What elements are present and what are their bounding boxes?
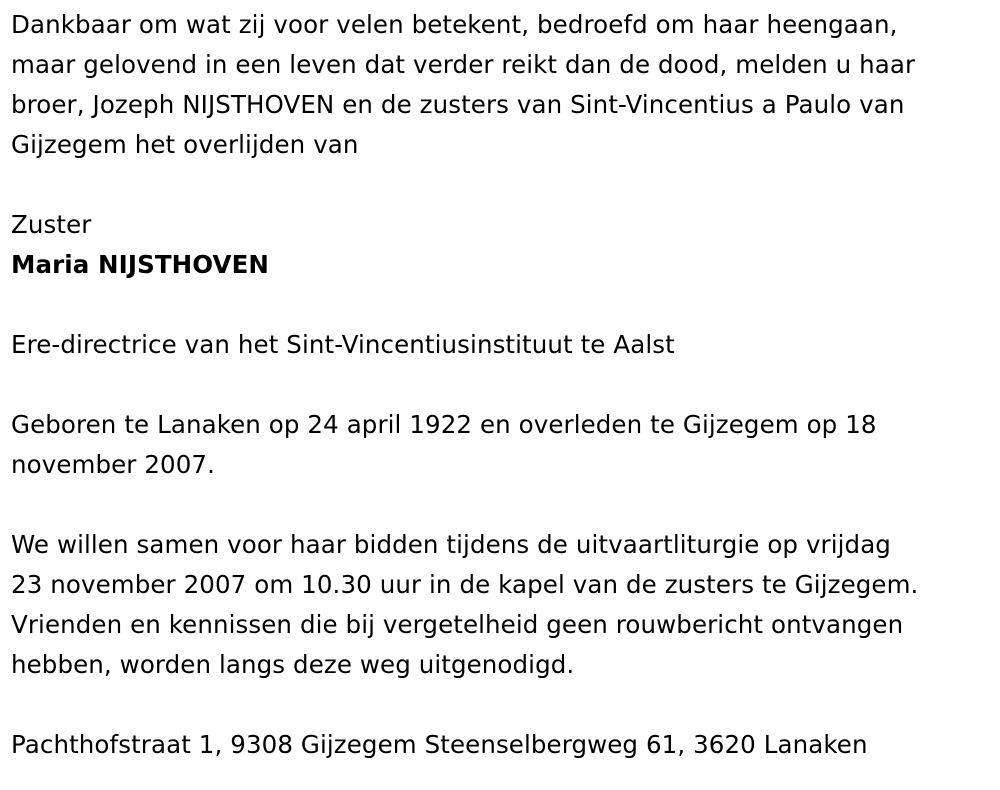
deceased-name: Maria NIJSTHOVEN: [11, 250, 270, 279]
liturgy-line: We willen samen voor haar bidden tijdens de uitvaartliturgie op vrijdag: [11, 530, 891, 559]
liturgy-paragraph: [11, 525, 988, 685]
liturgy-line: 23 november 2007 om 10.30 uur in de kapel van de zusters te Gijzegem.: [11, 570, 919, 599]
intro-paragraph: [11, 5, 988, 165]
spacer: [11, 485, 988, 525]
intro-line: Dankbaar om wat zij voor velen betekent, bedroefd om haar heengaan,: [11, 10, 898, 39]
spacer: [11, 365, 988, 405]
intro-line: Gijzegem het overlijden van: [11, 130, 359, 159]
spacer: [11, 685, 988, 725]
liturgy-line: Vrienden en kennissen die bij vergetelheid geen rouwbericht ontvangen: [11, 610, 904, 639]
intro-line: broer, Jozeph NIJSTHOVEN en de zusters van Sint-Vincentius a Paulo van: [11, 90, 905, 119]
addresses: Pachthofstraat 1, 9308 Gijzegem Steenselbergweg 61, 3620 Lanaken: [11, 730, 868, 759]
intro-line: maar gelovend in een leven dat verder reikt dan de dood, melden u haar: [11, 50, 916, 79]
birth-death-line: Geboren te Lanaken op 24 april 1922 en overleden te Gijzegem op 18: [11, 410, 877, 439]
birth-death-paragraph: [11, 405, 988, 485]
deceased-title: Zuster: [11, 210, 92, 239]
deceased-role: Ere-directrice van het Sint-Vincentiusinstituut te Aalst: [11, 330, 675, 359]
spacer: [11, 285, 988, 325]
liturgy-line: hebben, worden langs deze weg uitgenodigd.: [11, 650, 575, 679]
birth-death-line: november 2007.: [11, 450, 215, 479]
spacer: [11, 165, 988, 205]
